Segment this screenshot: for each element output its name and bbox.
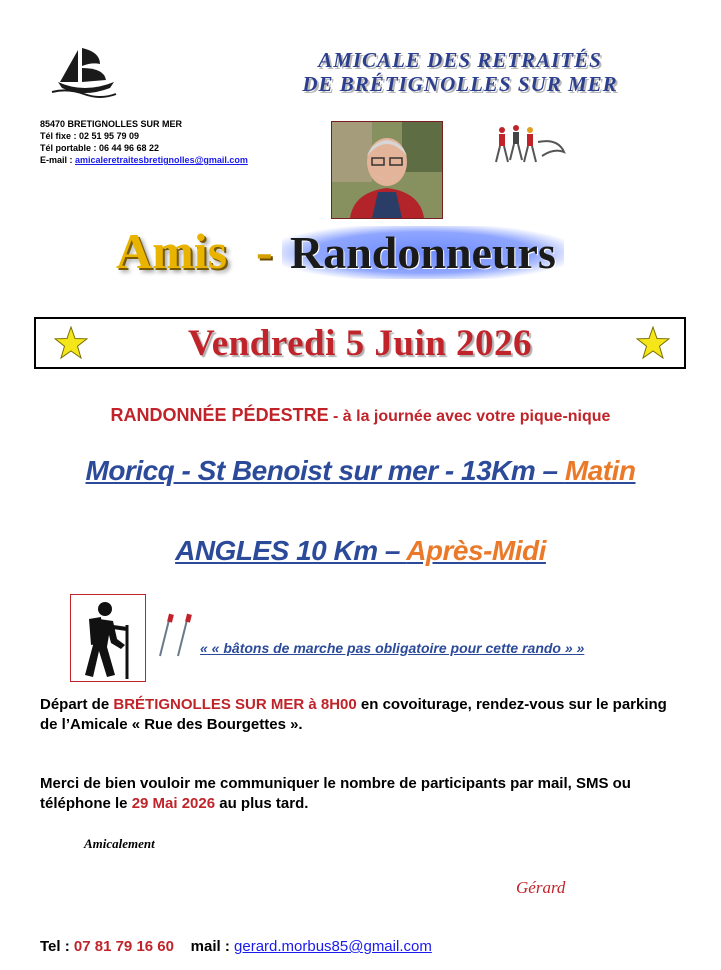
signature: Gérard (516, 878, 566, 897)
footer-mail-link[interactable]: gerard.morbus85@gmail.com (234, 938, 432, 955)
route-afternoon-text: ANGLES 10 Km – (175, 535, 407, 566)
route-morning (0, 455, 721, 487)
departure-text-1: Départ de (40, 696, 114, 713)
departure-paragraph (40, 695, 680, 735)
club-title-line1: AMICALE DES RETRAITÉS (318, 48, 602, 72)
departure-place-time: BRÉTIGNOLLES SUR MER à 8H00 (113, 696, 357, 713)
hiker-icon (70, 594, 146, 682)
footer-mail-label: mail : (190, 938, 235, 955)
route-morning-text: Moricq - St Benoist sur mer - 13Km – (85, 455, 565, 486)
title-part-amis: Amis (116, 223, 228, 279)
activity-details: - à la journée avec votre pique-nique (328, 408, 611, 425)
contact-block (40, 118, 248, 166)
address: 85470 BRETIGNOLLES SUR MER (40, 119, 183, 129)
phone-mobile: Tél portable : 06 44 96 68 22 (40, 143, 160, 153)
walking-poles-icon (156, 612, 196, 658)
request-text-2: au plus tard. (215, 795, 309, 812)
poles-note: « « bâtons de marche pas obligatoire pour cette rando » » (200, 640, 585, 656)
club-logo (48, 42, 120, 100)
route-afternoon (0, 535, 721, 567)
route-morning-period: Matin (564, 455, 636, 486)
request-text-1: Merci de bien vouloir me communiquer le nombre de participants par mail, SMS ou téléphone le (40, 775, 631, 812)
activity-kind: RANDONNÉE PÉDESTRE (110, 405, 329, 425)
star-icon (636, 326, 670, 360)
sailboat-logo-icon (48, 42, 120, 100)
email-line (40, 154, 248, 166)
sign-off: Amicalement (84, 836, 155, 851)
club-title (240, 48, 680, 96)
activity-line (0, 405, 721, 426)
footer-tel-label: Tel : (40, 938, 74, 955)
request-paragraph (40, 774, 680, 814)
phone-fixed: Tél fixe : 02 51 95 79 09 (40, 131, 140, 141)
email-label: E-mail : (40, 155, 76, 165)
route-afternoon-period: Après-Midi (406, 535, 546, 566)
footer-tel-value[interactable]: 07 81 79 16 60 (73, 938, 174, 955)
hikers-group-icon (488, 122, 568, 172)
title-part-randonneurs: Randonneurs (282, 226, 564, 279)
email-link[interactable]: amicaleretraitesbretignolles@gmail.com (75, 155, 248, 165)
footer-contact (40, 938, 432, 955)
title-dash: - (256, 223, 273, 279)
star-icon (54, 326, 88, 360)
request-deadline: 29 Mai 2026 (131, 795, 216, 812)
club-title-line2: DE BRÉTIGNOLLES SUR MER (302, 72, 618, 96)
event-date: Vendredi 5 Juin 2026 (187, 323, 533, 364)
organizer-portrait-photo (331, 121, 443, 219)
departure-text-2: en covoiturage, rendez-vous sur le parking de l’Amicale « Rue des Bourgettes ». (40, 696, 667, 733)
